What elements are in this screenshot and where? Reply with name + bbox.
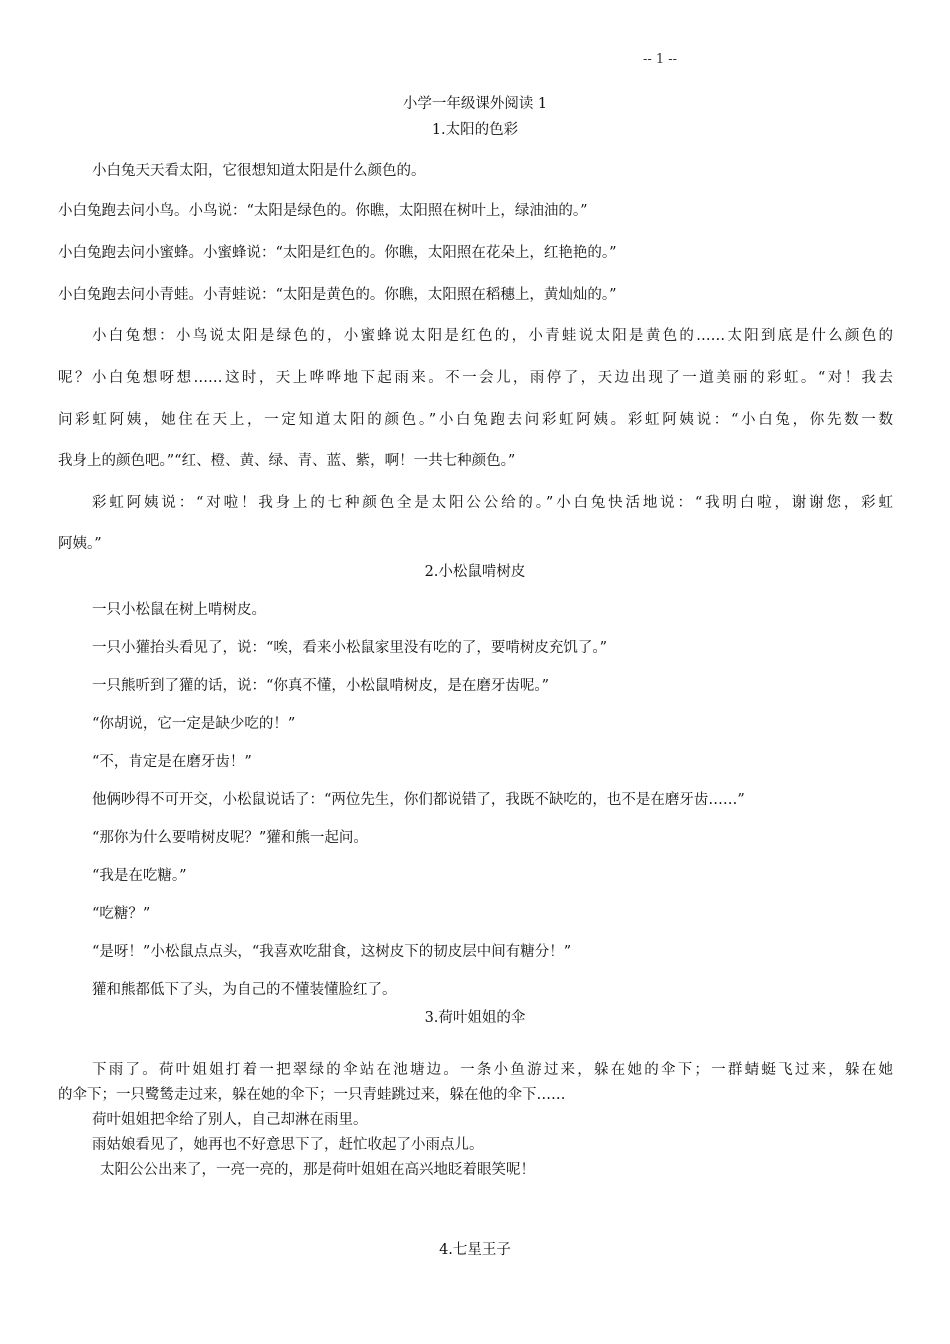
story1-line-4: 小白兔跑去问小青蛙。小青蛙说：“太阳是黄色的。你瞧，太阳照在稻穗上，黄灿灿的。”	[58, 287, 617, 303]
story-title-3: 3.荷叶姐姐的伞	[424, 1010, 526, 1026]
story2-line-10: “是呀！”小松鼠点点头，“我喜欢吃甜食，这树皮下的韧皮层中间有糖分！”	[92, 944, 572, 960]
story1-line-8: 我身上的颜色吧。”“红、橙、黄、绿、青、蓝、紫，啊！一共七种颜色。”	[58, 453, 516, 469]
story1-line-7: 问彩虹阿姨，她住在天上，一定知道太阳的颜色。”小白兔跑去问彩虹阿姨。彩虹阿姨说：“小白兔，你先数一数	[58, 412, 893, 428]
story1-line-9: 彩虹阿姨说：“对啦！我身上的七种颜色全是太阳公公给的。”小白兔快活地说：“我明白啦，谢谢您，彩虹	[92, 495, 893, 511]
document-title: 小学一年级课外阅读 1	[402, 96, 548, 112]
story2-line-9: “吃糖？”	[92, 906, 151, 922]
story2-line-5: “不，肯定是在磨牙齿！”	[92, 754, 252, 770]
page-number: -- 1 --	[642, 52, 678, 67]
story2-line-6: 他俩吵得不可开交，小松鼠说话了：“两位先生，你们都说错了，我既不缺吃的，也不是在磨牙齿……”	[92, 792, 745, 808]
story2-line-4: “你胡说，它一定是缺少吃的！”	[92, 716, 296, 732]
story-title-1: 1.太阳的色彩	[431, 122, 519, 138]
story-title-2: 2.小松鼠啃树皮	[424, 564, 526, 580]
story1-line-1: 小白兔天天看太阳，它很想知道太阳是什么颜色的。	[92, 163, 426, 179]
story1-line-2: 小白兔跑去问小鸟。小鸟说：“太阳是绿色的。你瞧，太阳照在树叶上，绿油油的。”	[58, 203, 588, 219]
story2-line-2: 一只小獾抬头看见了，说：“唉，看来小松鼠家里没有吃的了，要啃树皮充饥了。”	[92, 640, 608, 656]
story2-line-7: “那你为什么要啃树皮呢？”獾和熊一起问。	[92, 830, 368, 846]
story2-line-11: 獾和熊都低下了头，为自己的不懂装懂脸红了。	[92, 982, 397, 998]
story-title-4: 4.七星王子	[439, 1242, 511, 1258]
story1-line-6: 呢？小白兔想呀想……这时，天上哗哗地下起雨来。不一会儿，雨停了，天边出现了一道美丽的彩虹。“对！我去	[58, 370, 893, 386]
story2-line-3: 一只熊听到了獾的话，说：“你真不懂，小松鼠啃树皮，是在磨牙齿呢。”	[92, 678, 550, 694]
story3-line-2: 的伞下；一只鹭鸶走过来，躲在她的伞下；一只青蛙跳过来，躲在他的伞下……	[58, 1087, 566, 1103]
story3-line-1: 下雨了。荷叶姐姐打着一把翠绿的伞站在池塘边。一条小鱼游过来，躲在她的伞下；一群蜻蜓飞过来，躲在她	[92, 1062, 893, 1078]
story2-line-8: “我是在吃糖。”	[92, 868, 187, 884]
story1-line-3: 小白兔跑去问小蜜蜂。小蜜蜂说：“太阳是红色的。你瞧，太阳照在花朵上，红艳艳的。”	[58, 245, 617, 261]
story3-line-4: 雨姑娘看见了，她再也不好意思下了，赶忙收起了小雨点儿。	[92, 1137, 484, 1153]
story2-line-1: 一只小松鼠在树上啃树皮。	[92, 602, 266, 618]
story3-line-3: 荷叶姐姐把伞给了别人，自己却淋在雨里。	[92, 1112, 368, 1128]
story1-line-10: 阿姨。”	[58, 536, 102, 552]
story1-line-5: 小白兔想：小鸟说太阳是绿色的，小蜜蜂说太阳是红色的，小青蛙说太阳是黄色的……太阳到底是什么颜色的	[92, 328, 893, 344]
story3-line-5: 太阳公公出来了，一亮一亮的，那是荷叶姐姐在高兴地眨着眼笑呢！	[100, 1162, 535, 1178]
